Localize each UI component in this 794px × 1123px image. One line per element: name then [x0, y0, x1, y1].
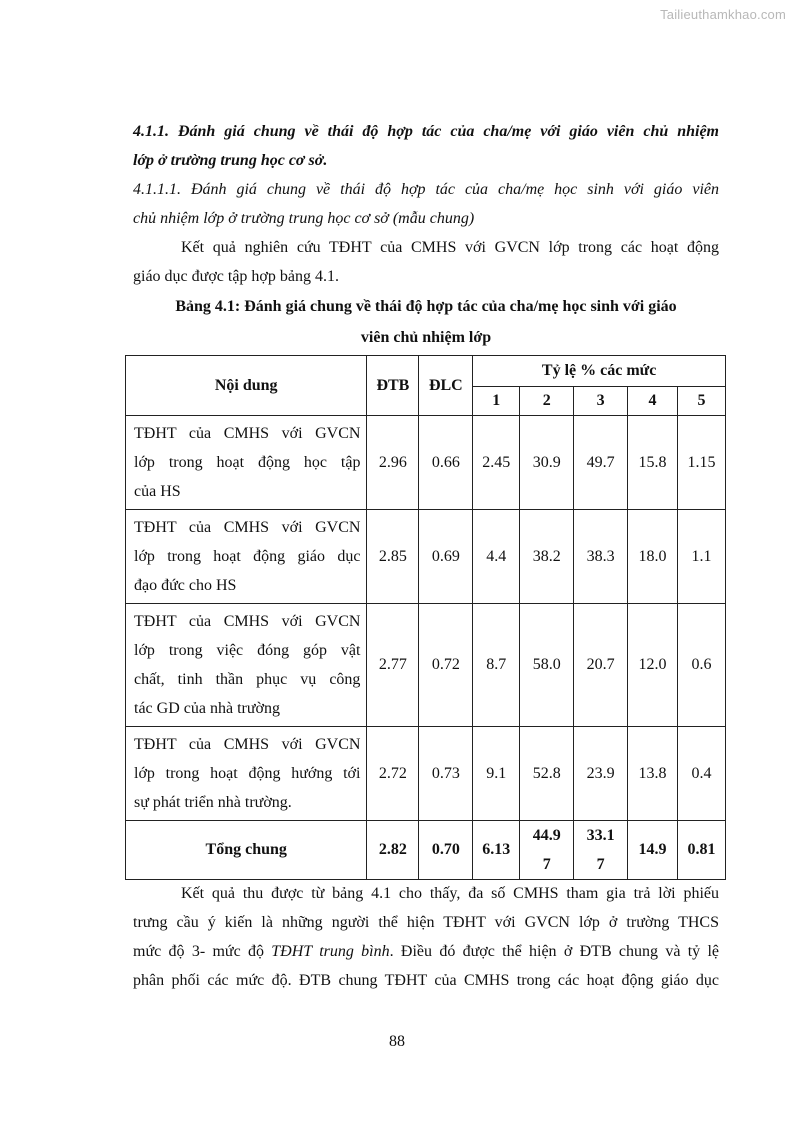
header-levels-group: Tỷ lệ % các mức [473, 356, 726, 387]
row-dlc: 0.72 [419, 604, 473, 727]
table-row [126, 604, 726, 727]
conclusion-line-4: phân phối các mức độ. ĐTB chung TĐHT của CMHS trong các hoạt động giáo dục [133, 972, 719, 989]
results-table [125, 355, 726, 880]
row-description-line: TĐHT của CMHS với GVCN [134, 519, 361, 536]
section-heading-line-2: lớp ở trường trung học cơ sở. [133, 152, 328, 169]
header-level-1: 1 [473, 387, 520, 416]
row-level-1: 9.1 [473, 727, 520, 821]
table-row [126, 727, 726, 821]
row-level-4: 15.8 [628, 416, 678, 510]
row-description [126, 604, 367, 727]
row-description-line: lớp trong hoạt động hướng tới [134, 765, 361, 782]
row-level-1: 2.45 [473, 416, 520, 510]
row-description-line: của HS [134, 483, 181, 500]
header-dlc: ĐLC [419, 356, 473, 416]
row-dlc: 0.69 [419, 510, 473, 604]
row-dtb: 2.85 [367, 510, 419, 604]
intro-line-2: giáo dục được tập hợp bảng 4.1. [133, 268, 339, 285]
section-text [133, 117, 719, 353]
row-level-5: 1.1 [678, 510, 726, 604]
table-caption-line-1: Bảng 4.1: Đánh giá chung về thái độ hợp tác của cha/mẹ học sinh với giáo [175, 298, 677, 315]
header-level-3: 3 [574, 387, 628, 416]
row-description-line: TĐHT của CMHS với GVCN [134, 425, 361, 442]
row-level-2: 52.8 [520, 727, 574, 821]
conclusion-paragraph [133, 879, 719, 995]
row-description-line: lớp trong hoạt động giáo dục [134, 548, 361, 565]
subsection-heading-line-2: chủ nhiệm lớp ở trường trung học cơ sở (mẫu chung) [133, 210, 475, 227]
page-number: 88 [389, 1033, 405, 1050]
total-level-3: 33.1 7 [574, 821, 628, 880]
row-dtb: 2.72 [367, 727, 419, 821]
header-level-5: 5 [678, 387, 726, 416]
row-level-3: 49.7 [574, 416, 628, 510]
row-level-3: 23.9 [574, 727, 628, 821]
row-dlc: 0.73 [419, 727, 473, 821]
row-level-4: 18.0 [628, 510, 678, 604]
table-caption-line-2: viên chủ nhiệm lớp [360, 329, 492, 346]
row-level-2: 58.0 [520, 604, 574, 727]
row-level-5: 1.15 [678, 416, 726, 510]
row-dlc: 0.66 [419, 416, 473, 510]
row-description-line: đạo đức cho HS [134, 577, 237, 594]
header-dtb: ĐTB [367, 356, 419, 416]
row-dtb: 2.96 [367, 416, 419, 510]
total-label: Tổng chung [126, 821, 367, 880]
row-level-4: 13.8 [628, 727, 678, 821]
header-level-4: 4 [628, 387, 678, 416]
row-description-line: sự phát triển nhà trường. [134, 794, 292, 811]
conclusion-line-3-a: mức độ 3- mức độ [133, 943, 272, 960]
row-description-line: TĐHT của CMHS với GVCN [134, 613, 361, 630]
row-description-line: lớp trong hoạt động học tập [134, 454, 361, 471]
intro-line-1: Kết quả nghiên cứu TĐHT của CMHS với GVCN lớp trong các hoạt động [181, 239, 719, 256]
table-row [126, 510, 726, 604]
total-level-4: 14.9 [628, 821, 678, 880]
section-heading-line-1: 4.1.1. Đánh giá chung về thái độ hợp tác của cha/mẹ với giáo viên chủ nhiệm [133, 123, 719, 140]
row-level-1: 4.4 [473, 510, 520, 604]
row-description [126, 727, 367, 821]
row-dtb: 2.77 [367, 604, 419, 727]
row-description [126, 416, 367, 510]
row-description-line: lớp trong việc đóng góp vật [134, 642, 361, 659]
row-description-line: chất, tinh thần phục vụ công [134, 671, 361, 688]
total-level-2: 44.9 7 [520, 821, 574, 880]
total-dtb: 2.82 [367, 821, 419, 880]
row-level-1: 8.7 [473, 604, 520, 727]
header-level-2: 2 [520, 387, 574, 416]
row-level-2: 30.9 [520, 416, 574, 510]
conclusion-line-3-b: . Điều đó được thể hiện ở ĐTB chung và tỷ lệ [389, 943, 720, 960]
subsection-heading-line-1: 4.1.1.1. Đánh giá chung về thái độ hợp tác của cha/mẹ học sinh với giáo viên [133, 181, 719, 198]
row-level-4: 12.0 [628, 604, 678, 727]
row-level-2: 38.2 [520, 510, 574, 604]
row-description [126, 510, 367, 604]
row-description-line: tác GD của nhà trường [134, 700, 280, 717]
header-content: Nội dung [126, 356, 367, 416]
total-dlc: 0.70 [419, 821, 473, 880]
conclusion-line-3 [133, 937, 719, 966]
conclusion-line-2: trưng cầu ý kiến là những người thể hiện TĐHT với GVCN lớp ở trường THCS [133, 914, 719, 931]
row-level-3: 38.3 [574, 510, 628, 604]
row-level-5: 0.4 [678, 727, 726, 821]
row-level-5: 0.6 [678, 604, 726, 727]
row-description-line: TĐHT của CMHS với GVCN [134, 736, 361, 753]
watermark: Tailieuthamkhao.com [660, 7, 786, 22]
table-total-row [126, 821, 726, 880]
table-row [126, 416, 726, 510]
conclusion-line-1: Kết quả thu được từ bảng 4.1 cho thấy, đa số CMHS tham gia trả lời phiếu [181, 885, 719, 902]
total-level-1: 6.13 [473, 821, 520, 880]
row-level-3: 20.7 [574, 604, 628, 727]
conclusion-line-3-italic: TĐHT trung bình [271, 943, 390, 960]
total-level-5: 0.81 [678, 821, 726, 880]
